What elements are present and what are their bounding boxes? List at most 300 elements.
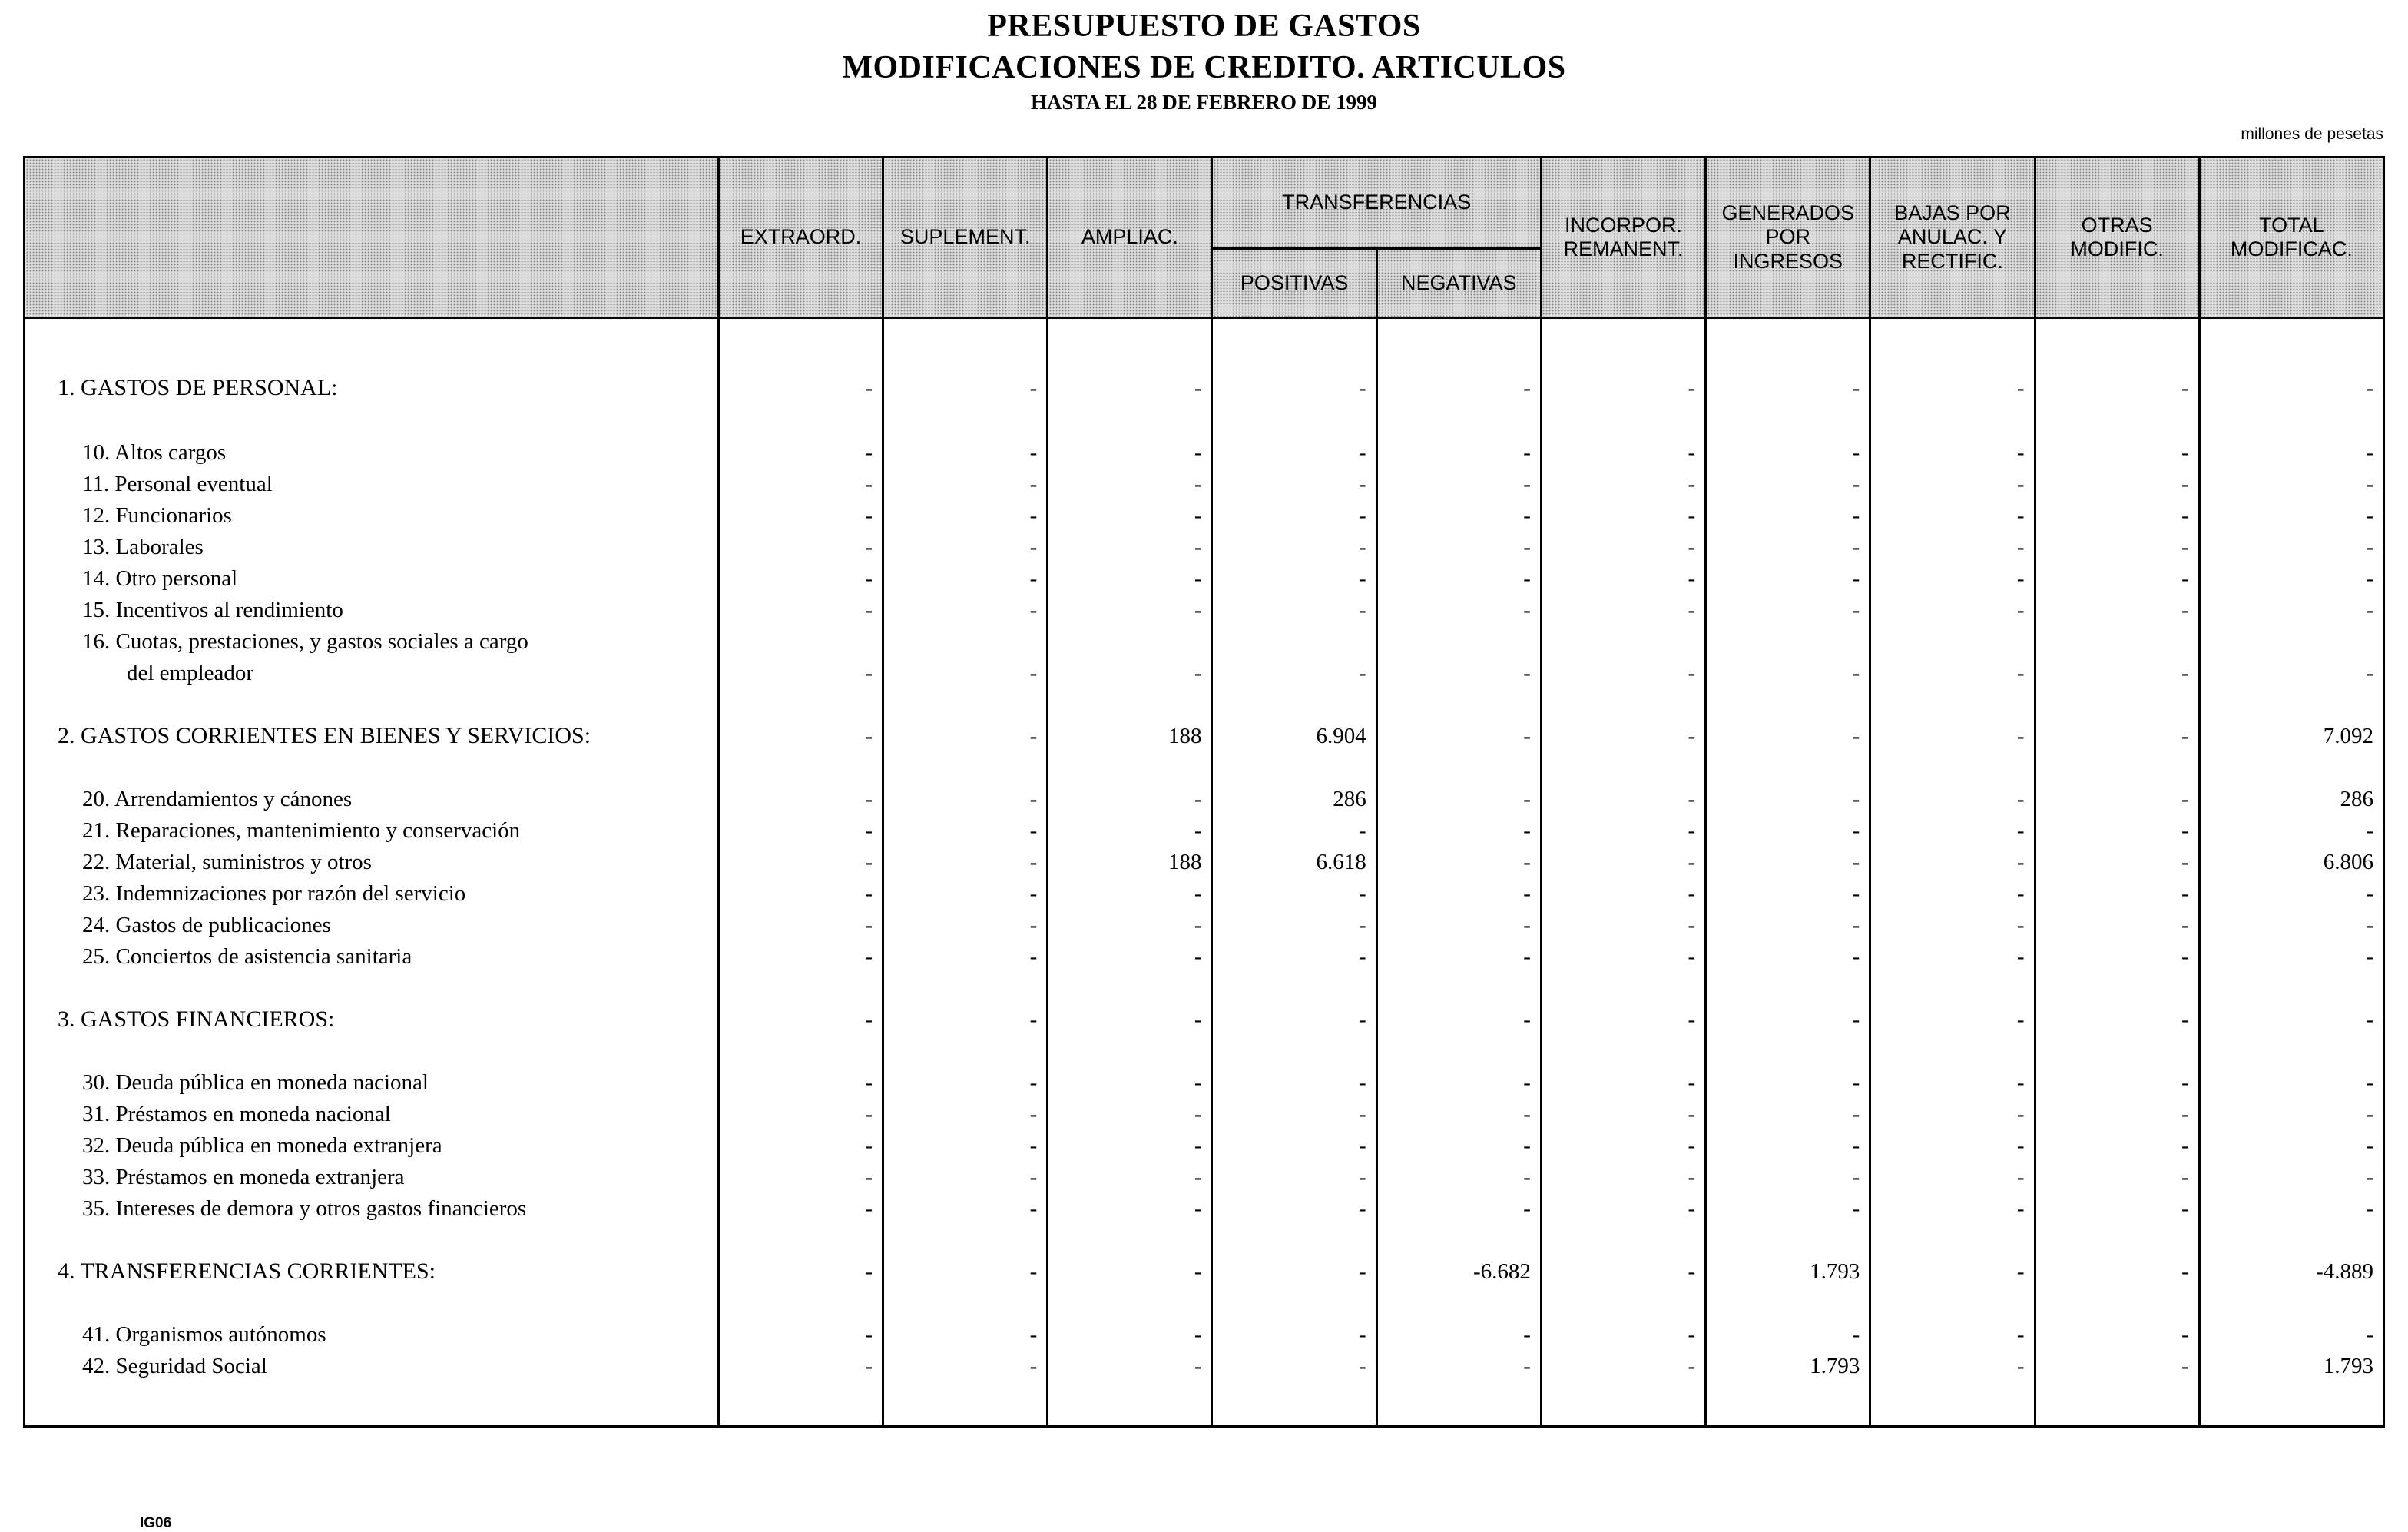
value-cell: - (718, 1285, 883, 1348)
table-row (25, 1348, 2384, 1379)
value-cell: - (1706, 529, 1870, 560)
section-label: 2. GASTOS CORRIENTES EN BIENES Y SERVICIOS: (25, 686, 719, 749)
value-cell: - (1212, 970, 1376, 1033)
value-cell: - (1870, 529, 2035, 560)
value-cell: - (2199, 1159, 2383, 1190)
value-cell: - (883, 1348, 1048, 1379)
value-cell: - (2035, 655, 2199, 686)
value-cell (1376, 623, 1541, 655)
value-cell: - (883, 592, 1048, 623)
empty-cell (883, 318, 1048, 341)
value-cell: - (1870, 592, 2035, 623)
row-label: 12. Funcionarios (25, 497, 719, 529)
value-cell: - (1541, 497, 1705, 529)
value-cell: - (1706, 1033, 1870, 1096)
value-cell: - (1212, 655, 1376, 686)
table-row (25, 497, 2384, 529)
table-row (25, 1096, 2384, 1127)
value-cell: - (2199, 560, 2383, 592)
row-label: 42. Seguridad Social (25, 1348, 719, 1379)
value-cell: - (1541, 812, 1705, 844)
value-cell: - (1870, 1096, 2035, 1127)
header-otras: OTRAS MODIFIC. (2035, 158, 2199, 318)
value-cell: - (883, 1159, 1048, 1190)
value-cell: - (2199, 1190, 2383, 1222)
value-cell: - (2199, 875, 2383, 907)
value-cell: - (1870, 970, 2035, 1033)
value-cell (2035, 623, 2199, 655)
value-cell: - (1048, 1096, 1212, 1127)
row-label: del empleador (25, 655, 719, 686)
value-cell: - (1376, 1096, 1541, 1127)
value-cell: - (1541, 560, 1705, 592)
table-row (25, 1127, 2384, 1159)
value-cell: - (2035, 341, 2199, 401)
value-cell: - (718, 1096, 883, 1127)
value-cell: - (2035, 1190, 2199, 1222)
section-label: 1. GASTOS DE PERSONAL: (25, 341, 719, 401)
row-label: 22. Material, suministros y otros (25, 844, 719, 875)
value-cell: - (2035, 1033, 2199, 1096)
empty-cell (1212, 1379, 1376, 1427)
value-cell: - (1706, 1190, 1870, 1222)
value-cell: 7.092 (2199, 686, 2383, 749)
value-cell: - (1048, 1348, 1212, 1379)
table-row (25, 907, 2384, 938)
value-cell: - (1870, 1222, 2035, 1285)
value-cell: 6.806 (2199, 844, 2383, 875)
value-cell: - (2199, 1127, 2383, 1159)
value-cell: - (1048, 655, 1212, 686)
value-cell: - (1212, 560, 1376, 592)
row-label: 30. Deuda pública en moneda nacional (25, 1033, 719, 1096)
table-row (25, 875, 2384, 907)
value-cell (718, 623, 883, 655)
value-cell: - (2035, 497, 2199, 529)
value-cell: - (1212, 1348, 1376, 1379)
section-row (25, 341, 2384, 401)
value-cell: - (883, 1190, 1048, 1222)
value-cell: - (718, 875, 883, 907)
value-cell: - (883, 401, 1048, 466)
value-cell: - (1706, 497, 1870, 529)
value-cell: - (2199, 1033, 2383, 1096)
value-cell: - (2035, 401, 2199, 466)
value-cell: - (1706, 686, 1870, 749)
value-cell: - (1048, 466, 1212, 497)
value-cell: - (1706, 655, 1870, 686)
value-cell: 1.793 (1706, 1222, 1870, 1285)
value-cell: - (1048, 529, 1212, 560)
table-row (25, 938, 2384, 970)
value-cell: - (1048, 1159, 1212, 1190)
value-cell: - (1541, 1127, 1705, 1159)
table-row (25, 1159, 2384, 1190)
value-cell: - (1706, 466, 1870, 497)
table-row (25, 1285, 2384, 1348)
value-cell: - (1212, 1033, 1376, 1096)
value-cell: - (1048, 812, 1212, 844)
value-cell: - (1541, 655, 1705, 686)
value-cell: - (883, 1285, 1048, 1348)
row-label: 23. Indemnizaciones por razón del servicio (25, 875, 719, 907)
value-cell (1212, 623, 1376, 655)
value-cell: - (883, 529, 1048, 560)
value-cell: - (718, 686, 883, 749)
value-cell: - (1870, 1033, 2035, 1096)
value-cell: - (1541, 466, 1705, 497)
value-cell: - (883, 812, 1048, 844)
value-cell: - (1212, 938, 1376, 970)
value-cell: - (2199, 655, 2383, 686)
value-cell: - (1541, 1096, 1705, 1127)
value-cell: - (718, 466, 883, 497)
value-cell: - (1870, 466, 2035, 497)
value-cell: - (1048, 592, 1212, 623)
value-cell: - (1541, 592, 1705, 623)
value-cell: - (1706, 938, 1870, 970)
value-cell: - (1706, 1159, 1870, 1190)
value-cell: - (1541, 1159, 1705, 1190)
value-cell: - (1212, 1285, 1376, 1348)
value-cell: - (1541, 1033, 1705, 1096)
value-cell (1870, 623, 2035, 655)
empty-cell (1048, 318, 1212, 341)
header-negativas: NEGATIVAS (1376, 249, 1541, 318)
table-row (25, 844, 2384, 875)
value-cell: - (883, 341, 1048, 401)
header-total: TOTAL MODIFICAC. (2199, 158, 2383, 318)
value-cell: - (883, 560, 1048, 592)
header-transferencias: TRANSFERENCIAS (1212, 158, 1541, 249)
value-cell: - (2035, 1096, 2199, 1127)
value-cell: - (2035, 560, 2199, 592)
value-cell: - (1212, 529, 1376, 560)
value-cell: - (1541, 749, 1705, 812)
table-row (25, 812, 2384, 844)
value-cell: - (2199, 812, 2383, 844)
section-label: 4. TRANSFERENCIAS CORRIENTES: (25, 1222, 719, 1285)
value-cell: - (718, 1222, 883, 1285)
value-cell (1706, 623, 1870, 655)
value-cell: - (2199, 341, 2383, 401)
section-label: 3. GASTOS FINANCIEROS: (25, 970, 719, 1033)
value-cell: - (2035, 1159, 2199, 1190)
value-cell: - (718, 529, 883, 560)
empty-cell (1048, 1379, 1212, 1427)
value-cell: - (883, 655, 1048, 686)
value-cell: - (2199, 1285, 2383, 1348)
value-cell: - (1376, 1159, 1541, 1190)
empty-cell (1870, 1379, 2035, 1427)
value-cell: - (1212, 907, 1376, 938)
empty-cell (718, 318, 883, 341)
value-cell: - (1541, 1285, 1705, 1348)
value-cell: - (883, 497, 1048, 529)
report-title: PRESUPUESTO DE GASTOS (987, 8, 1421, 44)
value-cell: - (2199, 1096, 2383, 1127)
value-cell: - (1706, 844, 1870, 875)
value-cell: - (2035, 1348, 2199, 1379)
value-cell: - (883, 686, 1048, 749)
row-label: 25. Conciertos de asistencia sanitaria (25, 938, 719, 970)
value-cell: - (718, 655, 883, 686)
value-cell: - (1048, 1285, 1212, 1348)
value-cell: - (883, 970, 1048, 1033)
value-cell: - (2199, 529, 2383, 560)
value-cell: - (1706, 749, 1870, 812)
value-cell: - (1706, 875, 1870, 907)
value-cell: - (718, 592, 883, 623)
value-cell: - (1376, 466, 1541, 497)
value-cell: - (1870, 401, 2035, 466)
header-positivas: POSITIVAS (1212, 249, 1376, 318)
header-ampliac: AMPLIAC. (1048, 158, 1212, 318)
value-cell: - (1048, 970, 1212, 1033)
row-label: 15. Incentivos al rendimiento (25, 592, 719, 623)
empty-cell (1870, 318, 2035, 341)
value-cell: - (718, 497, 883, 529)
value-cell: - (1541, 341, 1705, 401)
header-extraord: EXTRAORD. (718, 158, 883, 318)
value-cell: - (2199, 466, 2383, 497)
header-suplement: SUPLEMENT. (883, 158, 1048, 318)
value-cell: - (1048, 401, 1212, 466)
value-cell: - (1048, 560, 1212, 592)
value-cell: - (1048, 875, 1212, 907)
value-cell: - (1706, 812, 1870, 844)
table-body (25, 318, 2384, 1427)
value-cell: - (1212, 1159, 1376, 1190)
value-cell: - (1706, 341, 1870, 401)
value-cell: - (1870, 749, 2035, 812)
value-cell: - (1541, 686, 1705, 749)
value-cell: - (1541, 844, 1705, 875)
table-row (25, 466, 2384, 497)
row-label: 14. Otro personal (25, 560, 719, 592)
value-cell: - (718, 341, 883, 401)
value-cell: - (1541, 1222, 1705, 1285)
value-cell: - (2199, 592, 2383, 623)
value-cell: - (1376, 844, 1541, 875)
value-cell: - (1376, 1127, 1541, 1159)
value-cell: - (1541, 938, 1705, 970)
value-cell: - (1212, 497, 1376, 529)
value-cell: - (1541, 970, 1705, 1033)
value-cell: - (1706, 1127, 1870, 1159)
empty-cell (1376, 1379, 1541, 1427)
value-cell: - (1212, 341, 1376, 401)
header-blank (25, 158, 719, 318)
value-cell: - (1706, 401, 1870, 466)
table-row (25, 749, 2384, 812)
value-cell: - (1376, 341, 1541, 401)
value-cell: - (1048, 1127, 1212, 1159)
value-cell: - (1376, 938, 1541, 970)
value-cell: - (1870, 655, 2035, 686)
empty-cell (1706, 318, 1870, 341)
value-cell: - (2035, 812, 2199, 844)
value-cell: - (1870, 686, 2035, 749)
empty-cell (25, 318, 719, 341)
value-cell: - (718, 1033, 883, 1096)
value-cell (1048, 623, 1212, 655)
value-cell: - (1048, 1033, 1212, 1096)
row-label: 32. Deuda pública en moneda extranjera (25, 1127, 719, 1159)
empty-cell (1376, 318, 1541, 341)
header-incorpor: INCORPOR. REMANENT. (1541, 158, 1705, 318)
value-cell: - (1541, 401, 1705, 466)
row-label: 24. Gastos de publicaciones (25, 907, 719, 938)
value-cell: - (1541, 907, 1705, 938)
value-cell: - (2035, 907, 2199, 938)
value-cell: - (1212, 592, 1376, 623)
table-row (25, 529, 2384, 560)
value-cell: - (1870, 497, 2035, 529)
table-row (25, 1190, 2384, 1222)
value-cell: - (883, 1127, 1048, 1159)
value-cell: - (2035, 466, 2199, 497)
empty-cell (2199, 318, 2383, 341)
empty-cell (718, 1379, 883, 1427)
value-cell: - (2035, 592, 2199, 623)
value-cell: - (1212, 1222, 1376, 1285)
value-cell: - (2199, 938, 2383, 970)
value-cell: - (718, 907, 883, 938)
value-cell: - (1048, 938, 1212, 970)
value-cell: - (2199, 907, 2383, 938)
value-cell: - (1048, 749, 1212, 812)
value-cell: - (1212, 1190, 1376, 1222)
value-cell: -4.889 (2199, 1222, 2383, 1285)
value-cell: - (1870, 875, 2035, 907)
empty-cell (1706, 1379, 1870, 1427)
value-cell: - (1870, 938, 2035, 970)
value-cell: - (1212, 466, 1376, 497)
empty-cell (1541, 318, 1705, 341)
value-cell: - (1541, 1190, 1705, 1222)
value-cell: - (1870, 844, 2035, 875)
value-cell: - (1376, 529, 1541, 560)
value-cell: - (718, 938, 883, 970)
empty-cell (1212, 318, 1376, 341)
value-cell: - (2035, 938, 2199, 970)
value-cell: - (1541, 875, 1705, 907)
value-cell: - (2035, 1285, 2199, 1348)
value-cell: - (1706, 1096, 1870, 1127)
row-label: 16. Cuotas, prestaciones, y gastos sociales a cargo (25, 623, 719, 655)
value-cell: - (2035, 529, 2199, 560)
value-cell: - (1870, 1348, 2035, 1379)
value-cell: - (1870, 341, 2035, 401)
value-cell: - (1376, 497, 1541, 529)
value-cell: - (1541, 529, 1705, 560)
value-cell: - (1212, 875, 1376, 907)
value-cell: 188 (1048, 686, 1212, 749)
value-cell: - (1212, 1127, 1376, 1159)
value-cell: - (2035, 1127, 2199, 1159)
report-date: HASTA EL 28 DE FEBRERO DE 1999 (1030, 91, 1378, 114)
value-cell: - (1376, 970, 1541, 1033)
value-cell: - (883, 1222, 1048, 1285)
value-cell: - (1870, 812, 2035, 844)
empty-cell (883, 1379, 1048, 1427)
value-cell: - (883, 907, 1048, 938)
value-cell: - (883, 466, 1048, 497)
value-cell: - (2199, 497, 2383, 529)
value-cell (883, 623, 1048, 655)
value-cell: - (1376, 1033, 1541, 1096)
value-cell: - (1870, 1190, 2035, 1222)
header-generados: GENERADOS POR INGRESOS (1706, 158, 1870, 318)
value-cell: 286 (1212, 749, 1376, 812)
value-cell: - (1541, 1348, 1705, 1379)
row-label: 33. Préstamos en moneda extranjera (25, 1159, 719, 1190)
value-cell: - (883, 1096, 1048, 1127)
value-cell: - (1376, 592, 1541, 623)
row-label: 20. Arrendamientos y cánones (25, 749, 719, 812)
value-cell: -6.682 (1376, 1222, 1541, 1285)
value-cell: - (718, 1190, 883, 1222)
value-cell: - (1048, 907, 1212, 938)
value-cell: - (1376, 1190, 1541, 1222)
row-label: 35. Intereses de demora y otros gastos financieros (25, 1190, 719, 1222)
value-cell: - (718, 844, 883, 875)
value-cell: - (2035, 1222, 2199, 1285)
value-cell: - (1870, 1127, 2035, 1159)
value-cell: - (1706, 1285, 1870, 1348)
value-cell: 6.904 (1212, 686, 1376, 749)
value-cell: 286 (2199, 749, 2383, 812)
value-cell: - (1870, 560, 2035, 592)
value-cell: - (2035, 875, 2199, 907)
value-cell: - (2035, 970, 2199, 1033)
value-cell: - (1048, 1190, 1212, 1222)
value-cell: - (1376, 686, 1541, 749)
row-label: 13. Laborales (25, 529, 719, 560)
value-cell: - (2035, 749, 2199, 812)
value-cell: 6.618 (1212, 844, 1376, 875)
value-cell: - (1376, 749, 1541, 812)
report-subtitle: MODIFICACIONES DE CREDITO. ARTICULOS (842, 50, 1566, 85)
table-row (25, 560, 2384, 592)
value-cell: - (1376, 907, 1541, 938)
value-cell: - (883, 749, 1048, 812)
table-row (25, 401, 2384, 466)
value-cell: - (1376, 1285, 1541, 1348)
value-cell: - (1376, 875, 1541, 907)
units-note: millones de pesetas (2241, 125, 2383, 143)
value-cell: - (1376, 401, 1541, 466)
value-cell: - (2199, 970, 2383, 1033)
spacer-row (25, 318, 2384, 341)
modifications-table (23, 156, 2385, 1428)
section-row (25, 1222, 2384, 1285)
section-row (25, 970, 2384, 1033)
empty-cell (2199, 1379, 2383, 1427)
empty-cell (25, 1379, 719, 1427)
value-cell: - (2035, 844, 2199, 875)
value-cell: - (718, 1348, 883, 1379)
value-cell: - (1706, 907, 1870, 938)
value-cell: - (1706, 560, 1870, 592)
value-cell: - (883, 938, 1048, 970)
value-cell: - (1212, 812, 1376, 844)
row-label: 31. Préstamos en moneda nacional (25, 1096, 719, 1127)
value-cell: - (718, 560, 883, 592)
empty-cell (1541, 1379, 1705, 1427)
value-cell: - (718, 1127, 883, 1159)
